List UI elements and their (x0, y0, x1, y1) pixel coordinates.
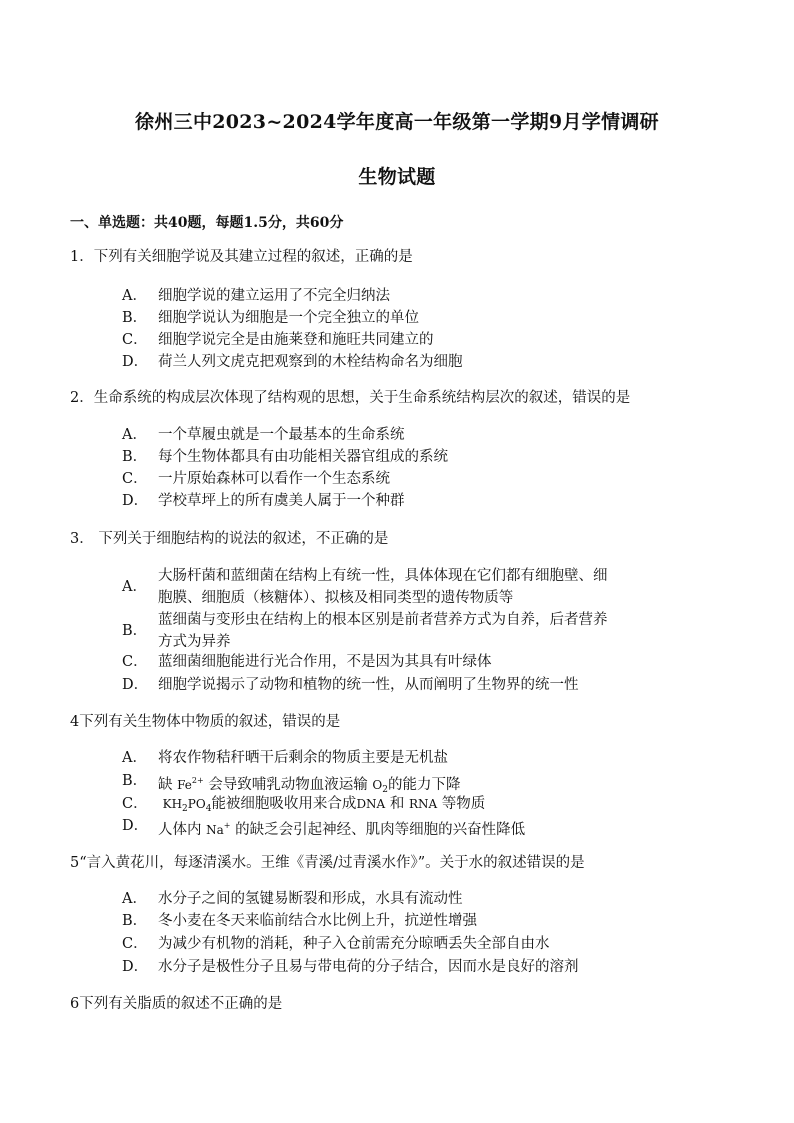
option-text: 蓝细菌细胞能进行光合作用，不是因为其具有叶绿体 (158, 654, 492, 670)
option-letter: C． (122, 936, 148, 952)
option-letter: D． (122, 493, 149, 509)
question-4-stem: 4下列有关生物体中物质的叙述，错误的是 (70, 714, 341, 730)
option-text (158, 609, 658, 653)
option-letter: B． (122, 310, 148, 326)
option-letter: A． (122, 427, 147, 443)
option-letter: B． (122, 449, 148, 465)
text-segment: 缺 (158, 777, 173, 793)
option-letter: D． (122, 959, 149, 975)
q3-option-b (122, 609, 682, 653)
option-letter: D． (122, 677, 149, 693)
chem-rna: RNA (408, 797, 438, 811)
option-letter: B． (122, 913, 148, 929)
text-segment: 会导致哺乳动物血液运输 (208, 777, 368, 793)
text-segment: 能被细胞吸收用来合成 (211, 796, 357, 812)
option-letter: A． (122, 750, 147, 766)
option-text: 细胞学说完全是由施莱登和施旺共同建立的 (158, 332, 434, 348)
text-segment: 的缺乏会引起神经、肌肉等细胞的兴奋性降低 (235, 822, 526, 838)
chem-o: O (372, 778, 383, 792)
chem-dna: DNA (356, 797, 386, 811)
text-segment: 的能力下降 (387, 777, 461, 793)
option-line-2: 胞膜、细胞质（核糖体）、拟核及相同类型的遗传物质等 (158, 590, 514, 606)
chem-subscript: 2 (182, 804, 188, 814)
option-letter: B． (122, 773, 148, 789)
option-letter: B． (122, 623, 148, 639)
chem-subscript: 2 (382, 785, 388, 795)
text-segment: 等物质 (441, 796, 486, 812)
option-text: 水分子是极性分子且易与带电荷的分子结合，因而水是良好的溶剂 (158, 959, 579, 975)
option-letter: C． (122, 654, 148, 670)
q3-option-a (122, 565, 682, 609)
chem-superscript: 2+ (191, 776, 204, 785)
text-segment: 人体内 (158, 822, 202, 838)
option-text: 一片原始森林可以看作一个生态系统 (158, 471, 390, 487)
subject-title: 生物试题 (358, 166, 436, 188)
chem-fe: Fe (177, 778, 192, 792)
option-line-1: 大肠杆菌和蓝细菌在结构上有统一性，具体体现在它们都有细胞壁、细 (158, 568, 608, 584)
option-line-2: 方式为异养 (158, 634, 231, 650)
exam-title: 徐州三中2023~2024学年度高一年级第一学期9月学情调研 (135, 111, 659, 133)
chem-po: PO (187, 797, 206, 811)
question-2-stem: 2．生命系统的构成层次体现了结构观的思想，关于生命系统结构层次的叙述，错误的是 (70, 390, 631, 406)
option-letter: A． (122, 288, 147, 304)
question-3-stem: 3． 下列关于细胞结构的说法的叙述，不正确的是 (70, 531, 389, 547)
option-text: 水分子之间的氢键易断裂和形成，水具有流动性 (158, 891, 463, 907)
option-text: 细胞学说的建立运用了不完全归纳法 (158, 288, 390, 304)
option-text: 为减少有机物的消耗，种子入仓前需充分晾晒丢失全部自由水 (158, 936, 550, 952)
chem-subscript: 4 (205, 804, 212, 814)
question-5-stem: 5“言入黄花川，每逐清溪水。王维《青溪/过青溪水作》”。关于水的叙述错误的是 (70, 855, 585, 871)
option-line-1: 蓝细菌与变形虫在结构上的根本区别是前者营养方式为自养，后者营养 (158, 612, 608, 628)
option-text: 细胞学说认为细胞是一个完全独立的单位 (158, 310, 419, 326)
option-letter: C． (122, 471, 148, 487)
option-text: 一个草履虫就是一个最基本的生命系统 (158, 427, 405, 443)
option-letter: D． (122, 354, 149, 370)
option-letter: A． (122, 579, 147, 595)
option-text (158, 815, 658, 841)
chem-superscript: + (223, 821, 231, 830)
question-6-stem: 6下列有关脂质的叙述不正确的是 (70, 996, 283, 1012)
chem-kh: KH (162, 797, 183, 811)
option-text: 冬小麦在冬天来临前结合水比例上升，抗逆性增强 (158, 913, 477, 929)
question-1-stem: 1．下列有关细胞学说及其建立过程的叙述，正确的是 (70, 249, 413, 265)
option-letter: D． (122, 818, 149, 834)
option-text: 学校草坪上的所有虞美人属于一个种群 (158, 493, 405, 509)
option-letter: C． (122, 796, 148, 812)
option-letter: A． (122, 891, 147, 907)
option-text (158, 565, 658, 609)
section-heading: 一、单选题：共40题，每题1.5分，共60分 (70, 215, 344, 231)
option-text: 将农作物秸秆晒干后剩余的物质主要是无机盐 (158, 750, 448, 766)
option-text: 每个生物体都具有由功能相关器官组成的系统 (158, 449, 448, 465)
option-text: 细胞学说揭示了动物和植物的统一性，从而阐明了生物界的统一性 (158, 677, 579, 693)
chem-na: Na (206, 823, 224, 837)
option-text: 荷兰人列文虎克把观察到的木栓结构命名为细胞 (158, 354, 463, 370)
text-segment: 和 (389, 796, 405, 812)
option-letter: C． (122, 332, 148, 348)
